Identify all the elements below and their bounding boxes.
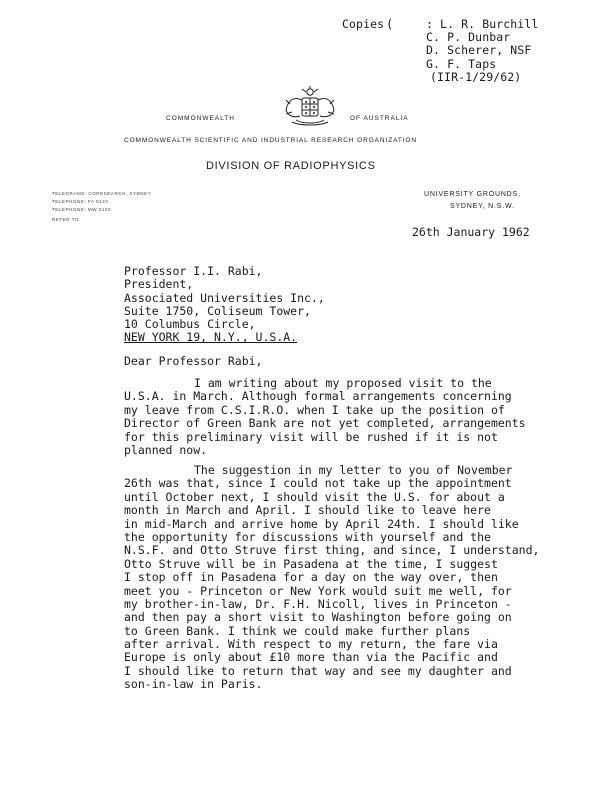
letterhead-of-australia: OF AUSTRALIA bbox=[350, 115, 409, 122]
paragraph-line: my brother-in-law, Dr. F.H. Nicoll, lives in Princeton - bbox=[124, 596, 512, 611]
paragraph-line: until October next, I should visit the U.S. for about a bbox=[124, 489, 505, 504]
paragraph-line: I am writing about my proposed visit to the bbox=[194, 376, 492, 390]
university-grounds: UNIVERSITY GROUNDS, bbox=[424, 191, 521, 198]
paragraph-line: I should like to return that way and see my daughter and bbox=[124, 663, 512, 678]
paragraph-line: to Green Bank. I think we could make further plans bbox=[124, 623, 471, 638]
salutation: Dear Professor Rabi, bbox=[124, 354, 263, 368]
reference-line: REFER TO bbox=[52, 217, 80, 223]
paragraph-line: son-in-law in Paris. bbox=[124, 677, 263, 692]
paragraph-line: for this preliminary visit will be rushed if it is not bbox=[124, 429, 498, 444]
paragraph-line: and then pay a short visit to Washington before going on bbox=[124, 610, 512, 625]
handwritten-mark: ( bbox=[386, 17, 394, 31]
paragraph-line: 26th was that, since I could not take up the appointment bbox=[124, 476, 512, 491]
university-city: SYDNEY, N.S.W. bbox=[449, 203, 515, 210]
paragraph-2 bbox=[124, 464, 539, 692]
paragraph-line: planned now. bbox=[124, 442, 208, 457]
paragraph-line: my leave from C.S.I.R.O. when I take up the position of bbox=[124, 402, 505, 417]
copies-recipient: G. F. Taps bbox=[426, 56, 497, 71]
address-line: Professor I.I. Rabi, bbox=[124, 264, 263, 278]
letterhead-organization: COMMONWEALTH SCIENTIFIC AND INDUSTRIAL RESEARCH ORGANIZATION bbox=[124, 137, 417, 144]
telegrams-line: TELEGRAMS: CORESEARCH, SYDNEY bbox=[52, 191, 152, 196]
address-line: NEW YORK 19, N.Y., U.S.A. bbox=[124, 330, 298, 345]
paragraph-line: in mid-March and arrive home by April 24th. I should like bbox=[124, 516, 519, 531]
paragraph-line: meet you - Princeton or New York would suit me well, for bbox=[124, 583, 512, 598]
letter-date: 26th January 1962 bbox=[412, 225, 530, 239]
paragraph-line: I stop off in Pasadena for a day on the way over, then bbox=[124, 570, 498, 585]
letterhead-commonwealth: COMMONWEALTH bbox=[166, 115, 235, 122]
paragraph-1 bbox=[124, 377, 526, 457]
paragraph-line: Otto Struve will be in Pasadena at the time, I suggest bbox=[124, 556, 498, 571]
address-line: 10 Columbus Circle, bbox=[124, 317, 256, 332]
paragraph-line: month in March and April. I should like to leave here bbox=[124, 503, 491, 518]
copies-recipient: C. P. Dunbar bbox=[426, 30, 511, 45]
telegram-info bbox=[52, 190, 151, 224]
coat-of-arms-icon bbox=[282, 86, 338, 130]
telephone-line: TELEPHONE: FA 0123 bbox=[52, 198, 109, 204]
university-address bbox=[424, 189, 521, 213]
address-line: President, bbox=[124, 277, 194, 292]
paragraph-line: N.S.F. and Otto Struve first thing, and since, I understand, bbox=[124, 543, 540, 558]
paragraph-line: Director of Green Bank are not yet completed, arrangements bbox=[124, 416, 526, 431]
address-line: Associated Universities Inc., bbox=[124, 290, 325, 305]
copies-recipient: (IIR-1/29/62) bbox=[430, 69, 522, 84]
copies-label: Copies bbox=[342, 17, 385, 31]
recipient-address bbox=[124, 265, 325, 345]
paragraph-line: Europe is only about £10 more than via the Pacific and bbox=[124, 650, 498, 665]
paragraph-line: after arrival. With respect to my return, the fare via bbox=[124, 637, 498, 652]
paragraph-line: U.S.A. in March. Although formal arrangements concerning bbox=[124, 389, 512, 404]
letterhead-division: DIVISION OF RADIOPHYSICS bbox=[206, 160, 376, 172]
copies-recipients bbox=[426, 18, 538, 84]
address-line: Suite 1750, Coliseum Tower, bbox=[124, 303, 311, 318]
copies-recipient: : L. R. Burchill bbox=[426, 17, 539, 31]
paragraph-line: The suggestion in my letter to you of November bbox=[194, 463, 513, 477]
telephone-alt-line: TELEPHONE: MW 0100 bbox=[52, 206, 112, 212]
copies-recipient: D. Scherer, NSF bbox=[426, 43, 532, 58]
paragraph-line: the opportunity for discussions with yourself and the bbox=[124, 529, 491, 544]
